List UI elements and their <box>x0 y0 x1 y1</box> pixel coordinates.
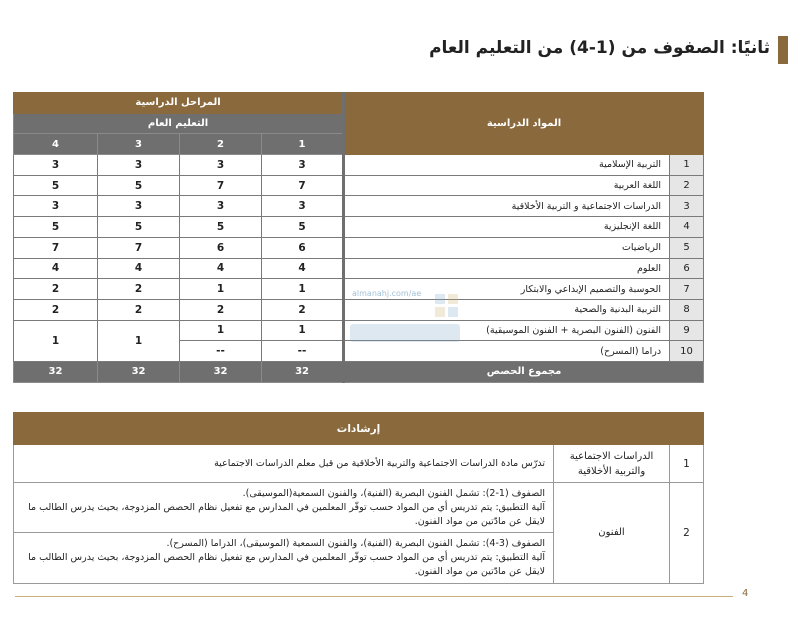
row-number: 2 <box>670 175 704 196</box>
row-number: 2 <box>670 483 704 584</box>
period-count: 5 <box>262 217 344 238</box>
period-count: 2 <box>14 299 98 320</box>
table-row <box>14 237 704 258</box>
period-count: 3 <box>262 155 344 176</box>
period-count: 2 <box>14 279 98 300</box>
col-general-header: التعليم العام <box>14 113 344 134</box>
period-count: 1 <box>180 279 262 300</box>
guideline-subject: الدراسات الاجتماعية والتربية الأخلاقية <box>554 445 670 483</box>
period-count: 4 <box>14 258 98 279</box>
period-count: 5 <box>98 175 180 196</box>
table-row <box>14 175 704 196</box>
period-count: 3 <box>14 155 98 176</box>
period-count: 4 <box>98 258 180 279</box>
footer-divider <box>15 596 733 597</box>
period-count: -- <box>262 341 344 362</box>
subject-name: الرياضيات <box>344 237 670 258</box>
period-count: 2 <box>262 299 344 320</box>
col-subjects-header: المواد الدراسية <box>344 93 704 155</box>
table-row <box>14 155 704 176</box>
watermark-url: almanahj.com/ae <box>352 289 422 298</box>
total-value: 32 <box>180 361 262 382</box>
heading-accent-bar <box>778 36 788 64</box>
row-number: 8 <box>670 299 704 320</box>
grade-header: 2 <box>180 134 262 155</box>
table-row <box>14 258 704 279</box>
period-count: 3 <box>98 196 180 217</box>
period-count: 3 <box>180 155 262 176</box>
subject-name: التربية الإسلامية <box>344 155 670 176</box>
page-title: ثانيًا: الصفوف من (1-4) من التعليم العام <box>429 38 770 58</box>
guideline-text: الصفوف (3-4): تشمل الفنون البصرية (الفنية)، والفنون السمعية (الموسيقى)، الدراما (المسرح). آلية التطبيق: يتم تدريس أي من المواد حسب توفّر المعلمين في المدارس مع تفعيل نظام الحصص المزدوجة، بحيث يدرس الطالب ما لايقل عن مادّتين من مواد الفنون. <box>14 533 554 583</box>
period-count: -- <box>180 341 262 362</box>
period-count: 7 <box>180 175 262 196</box>
table-row <box>14 196 704 217</box>
period-count-merged: 1 <box>98 320 180 361</box>
grade-header: 3 <box>98 134 180 155</box>
total-value: 32 <box>14 361 98 382</box>
table-row <box>14 217 704 238</box>
period-count: 1 <box>262 279 344 300</box>
period-count: 4 <box>262 258 344 279</box>
period-count: 2 <box>180 299 262 320</box>
subject-name: الحوسبة والتصميم الإبداعي والابتكار <box>344 279 670 300</box>
subject-name: الدراسات الاجتماعية و التربية الأخلاقية <box>344 196 670 217</box>
period-count: 5 <box>14 175 98 196</box>
row-number: 1 <box>670 155 704 176</box>
total-row <box>14 361 704 382</box>
period-count: 3 <box>262 196 344 217</box>
page-number: 4 <box>742 588 749 599</box>
grade-header: 1 <box>262 134 344 155</box>
guidelines-header: إرشادات <box>14 413 704 445</box>
period-count: 1 <box>262 320 344 341</box>
period-count: 2 <box>98 279 180 300</box>
subject-name: اللغة العربية <box>344 175 670 196</box>
header-row-stages <box>14 93 704 114</box>
guideline-text: الصفوف (1-2): تشمل الفنون البصرية (الفنية)، والفنون السمعية(الموسيقى). آلية التطبيق: يتم تدريس أي من المواد حسب توفّر المعلمين في المدارس مع تفعيل نظام الحصص المزدوجة، بحيث يدرس الطالب ما لايقل عن مادّتين من مواد الفنون. <box>14 483 554 533</box>
total-value: 32 <box>98 361 180 382</box>
period-count: 5 <box>98 217 180 238</box>
subject-name: اللغة الإنجليزية <box>344 217 670 238</box>
row-number: 4 <box>670 217 704 238</box>
col-stages-header: المراحل الدراسية <box>14 93 344 114</box>
period-count: 7 <box>262 175 344 196</box>
period-count: 7 <box>14 237 98 258</box>
row-number: 9 <box>670 320 704 341</box>
guideline-text: تدرّس مادة الدراسات الاجتماعية والتربية الأخلاقية من قبل معلم الدراسات الاجتماعية <box>14 445 554 483</box>
period-count: 5 <box>180 217 262 238</box>
row-number: 10 <box>670 341 704 362</box>
period-count: 6 <box>180 237 262 258</box>
total-label: مجموع الحصص <box>344 361 704 382</box>
row-number: 6 <box>670 258 704 279</box>
period-count: 7 <box>98 237 180 258</box>
period-count: 3 <box>14 196 98 217</box>
row-number: 5 <box>670 237 704 258</box>
period-count: 3 <box>98 155 180 176</box>
subject-name: دراما (المسرح) <box>344 341 670 362</box>
period-count-merged: 1 <box>14 320 98 361</box>
period-count: 5 <box>14 217 98 238</box>
period-count: 1 <box>180 320 262 341</box>
table-row <box>14 483 704 533</box>
period-count: 4 <box>180 258 262 279</box>
guideline-subject: الفنون <box>554 483 670 584</box>
row-number: 1 <box>670 445 704 483</box>
row-number: 7 <box>670 279 704 300</box>
subject-name: التربية البدنية والصحية <box>344 299 670 320</box>
guidelines-table <box>13 412 704 584</box>
guidelines-header-row <box>14 413 704 445</box>
subject-name: الفنون (الفنون البصرية + الفنون الموسيقية) <box>344 320 670 341</box>
period-count: 3 <box>180 196 262 217</box>
total-value: 32 <box>262 361 344 382</box>
subject-name: العلوم <box>344 258 670 279</box>
period-count: 6 <box>262 237 344 258</box>
period-count: 2 <box>98 299 180 320</box>
grade-header: 4 <box>14 134 98 155</box>
table-row <box>14 445 704 483</box>
row-number: 3 <box>670 196 704 217</box>
